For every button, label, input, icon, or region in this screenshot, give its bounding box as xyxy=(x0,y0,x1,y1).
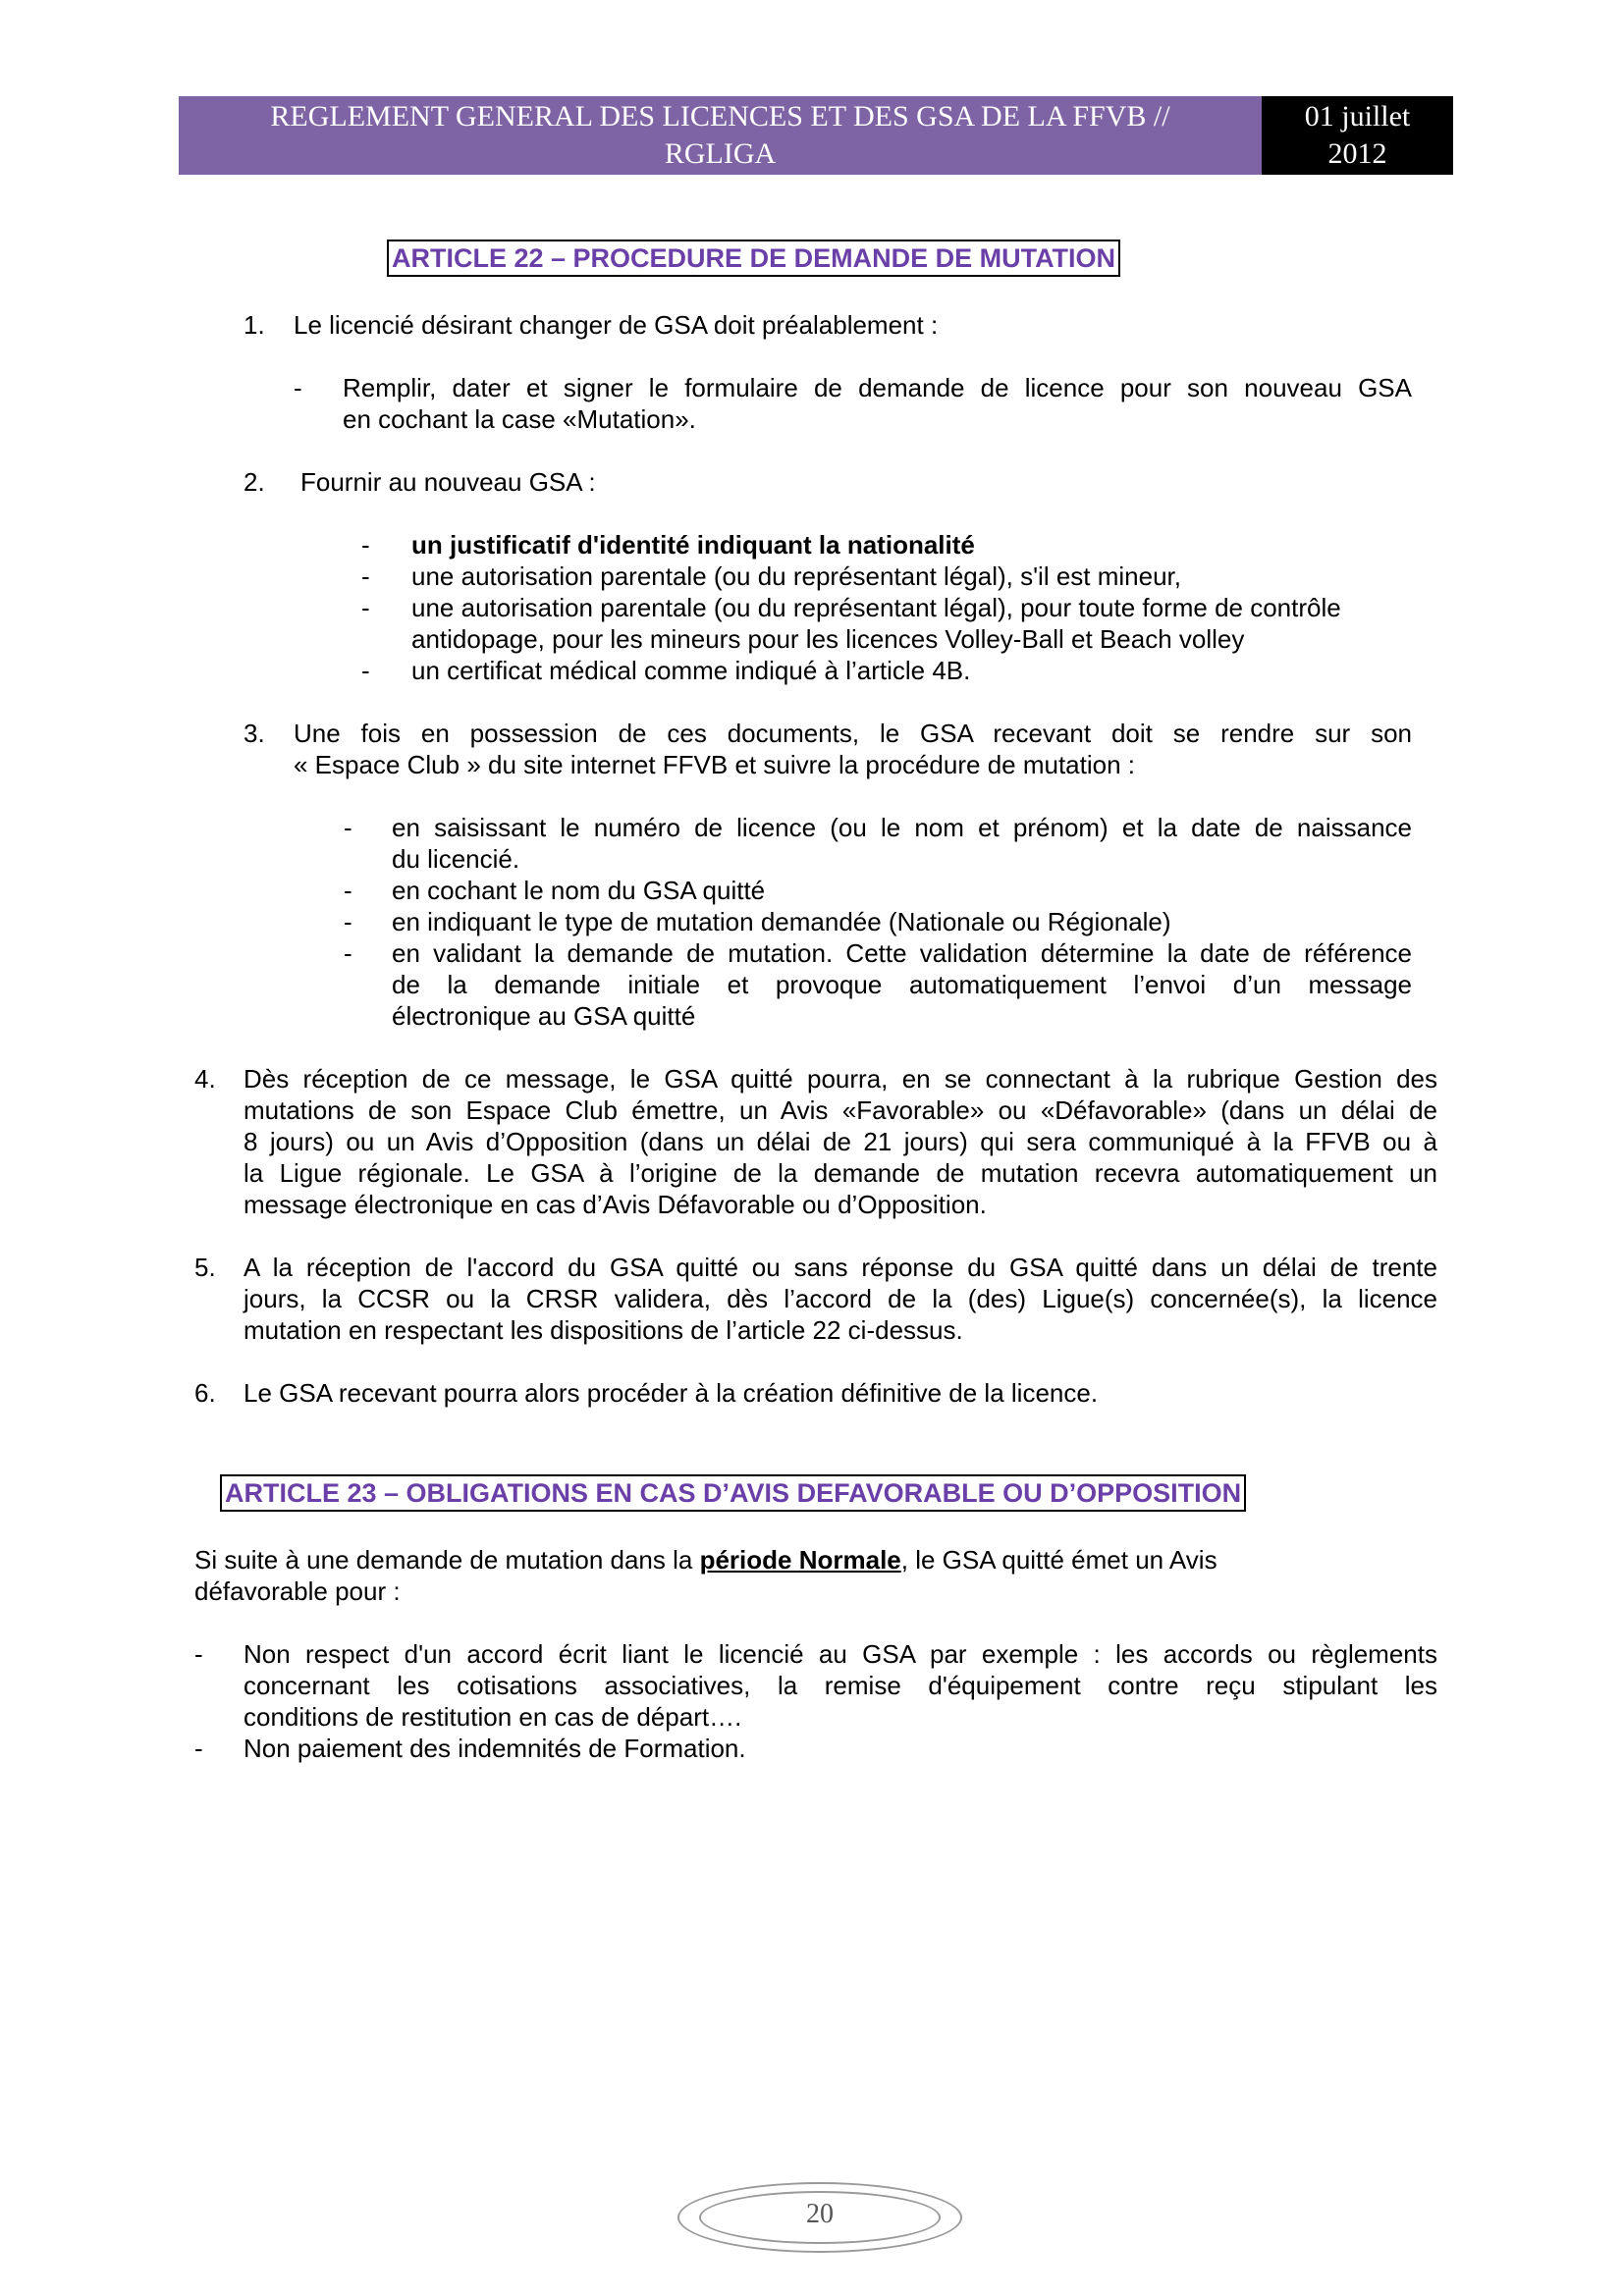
intro-suffix: , le GSA quitté émet un Avis xyxy=(900,1545,1217,1575)
article-23-bullet-1-line3: conditions de restitution en cas de départ…. xyxy=(243,1702,742,1732)
item-3-bullet-4-cont-2: électronique au GSA quitté xyxy=(392,1001,696,1031)
article-23-bullet-1-line1: Non respect d'un accord écrit liant le licencié au GSA par exemple : les accords ou règlements xyxy=(243,1639,1437,1669)
item-3-dash-3: - xyxy=(344,907,352,936)
item-1-sub-line2: en cochant la case «Mutation». xyxy=(343,404,696,434)
item-3-bullet-1: en saisissant le numéro de licence (ou le nom et prénom) et la date de naissance xyxy=(392,813,1412,842)
item-5-number: 5. xyxy=(194,1253,216,1282)
item-2-dash-1: - xyxy=(361,530,370,560)
intro-emphasis: période Normale xyxy=(699,1545,901,1575)
item-2-bullet-1: un justificatif d'identité indiquant la nationalité xyxy=(411,530,975,560)
item-2-dash-3: - xyxy=(361,593,370,622)
item-3-dash-1: - xyxy=(344,813,352,842)
header-title-line2: RGLIGA xyxy=(664,137,777,170)
item-2-dash-2: - xyxy=(361,561,370,591)
header-date xyxy=(1262,96,1453,175)
document-header xyxy=(179,96,1453,175)
item-6-text: Le GSA recevant pourra alors procéder à la création définitive de la licence. xyxy=(243,1378,1099,1408)
item-4-line3: 8 jours) ou un Avis d’Opposition (dans un délai de 21 jours) qui sera communiqué à la FFVB ou à xyxy=(243,1127,1437,1156)
header-title-line1: REGLEMENT GENERAL DES LICENCES ET DES GSA DE LA FFVB // xyxy=(270,100,1170,133)
header-date-line2: 2012 xyxy=(1327,137,1387,170)
item-3-bullet-2: en cochant le nom du GSA quitté xyxy=(392,876,766,905)
intro-prefix: Si suite à une demande de mutation dans la xyxy=(194,1545,700,1575)
item-4-line1: Dès réception de ce message, le GSA quitté pourra, en se connectant à la rubrique Gestion des xyxy=(243,1064,1437,1094)
item-4-line5: message électronique en cas d’Avis Défavorable ou d’Opposition. xyxy=(243,1190,987,1219)
article-23-intro-line1 xyxy=(194,1544,1217,1575)
item-2-dash-4: - xyxy=(361,656,370,685)
article-23-bullet-1-line2: concernant les cotisations associatives, la remise d'équipement contre reçu stipulant les xyxy=(243,1671,1437,1700)
article-23-dash-1: - xyxy=(194,1639,203,1669)
item-3-bullet-4: en validant la demande de mutation. Cette validation détermine la date de référence xyxy=(392,938,1412,968)
article-23-intro-line2: défavorable pour : xyxy=(194,1576,401,1606)
item-3-dash-4: - xyxy=(344,938,352,968)
item-4-number: 4. xyxy=(194,1064,216,1094)
header-date-line1: 01 juillet xyxy=(1304,100,1411,133)
item-4-line2: mutations de son Espace Club émettre, un Avis «Favorable» ou «Défavorable» (dans un délai de xyxy=(243,1095,1437,1125)
item-2-text: Fournir au nouveau GSA : xyxy=(300,467,596,497)
item-1-sub-line1: Remplir, dater et signer le formulaire de demande de licence pour son nouveau GSA xyxy=(343,373,1412,402)
item-3-number: 3. xyxy=(243,719,265,748)
item-3-bullet-1-cont: du licencié. xyxy=(392,844,520,874)
article-23-heading: ARTICLE 23 – OBLIGATIONS EN CAS D’AVIS DEFAVORABLE OU D’OPPOSITION xyxy=(220,1474,1246,1512)
item-5-line2: jours, la CCSR ou la CRSR validera, dès l’accord de la (des) Ligue(s) concernée(s), la licence xyxy=(243,1284,1437,1313)
article-23-bullet-2: Non paiement des indemnités de Formation. xyxy=(243,1734,746,1763)
item-4-line4: la Ligue régionale. Le GSA à l’origine de la demande de mutation recevra automatiquement un xyxy=(243,1158,1437,1188)
article-23-dash-2: - xyxy=(194,1734,203,1763)
item-5-line1: A la réception de l'accord du GSA quitté ou sans réponse du GSA quitté dans un délai de trente xyxy=(243,1253,1437,1282)
article-22-heading: ARTICLE 22 – PROCEDURE DE DEMANDE DE MUTATION xyxy=(387,240,1120,277)
header-title xyxy=(179,96,1262,175)
item-6-number: 6. xyxy=(194,1378,216,1408)
page-number: 20 xyxy=(806,2199,834,2229)
item-3-bullet-3: en indiquant le type de mutation demandée (Nationale ou Régionale) xyxy=(392,907,1171,936)
item-1-dash: - xyxy=(294,373,302,402)
item-5-line3: mutation en respectant les dispositions de l’article 22 ci-dessus. xyxy=(243,1315,963,1345)
item-3-dash-2: - xyxy=(344,876,352,905)
item-2-bullet-3-cont: antidopage, pour les mineurs pour les licences Volley-Ball et Beach volley xyxy=(411,624,1245,654)
item-2-bullet-4: un certificat médical comme indiqué à l’article 4B. xyxy=(411,656,971,685)
item-1-number: 1. xyxy=(243,310,265,340)
item-2-bullet-2: une autorisation parentale (ou du représentant légal), s'il est mineur, xyxy=(411,561,1181,591)
item-3-bullet-4-cont-1: de la demande initiale et provoque automatiquement l’envoi d’un message xyxy=(392,970,1412,999)
item-1-text: Le licencié désirant changer de GSA doit préalablement : xyxy=(294,310,939,340)
item-3-line2: « Espace Club » du site internet FFVB et suivre la procédure de mutation : xyxy=(294,750,1136,779)
item-3-line1: Une fois en possession de ces documents, le GSA recevant doit se rendre sur son xyxy=(294,719,1412,748)
item-2-bullet-3: une autorisation parentale (ou du représentant légal), pour toute forme de contrôle xyxy=(411,593,1341,622)
item-2-number: 2. xyxy=(243,467,265,497)
